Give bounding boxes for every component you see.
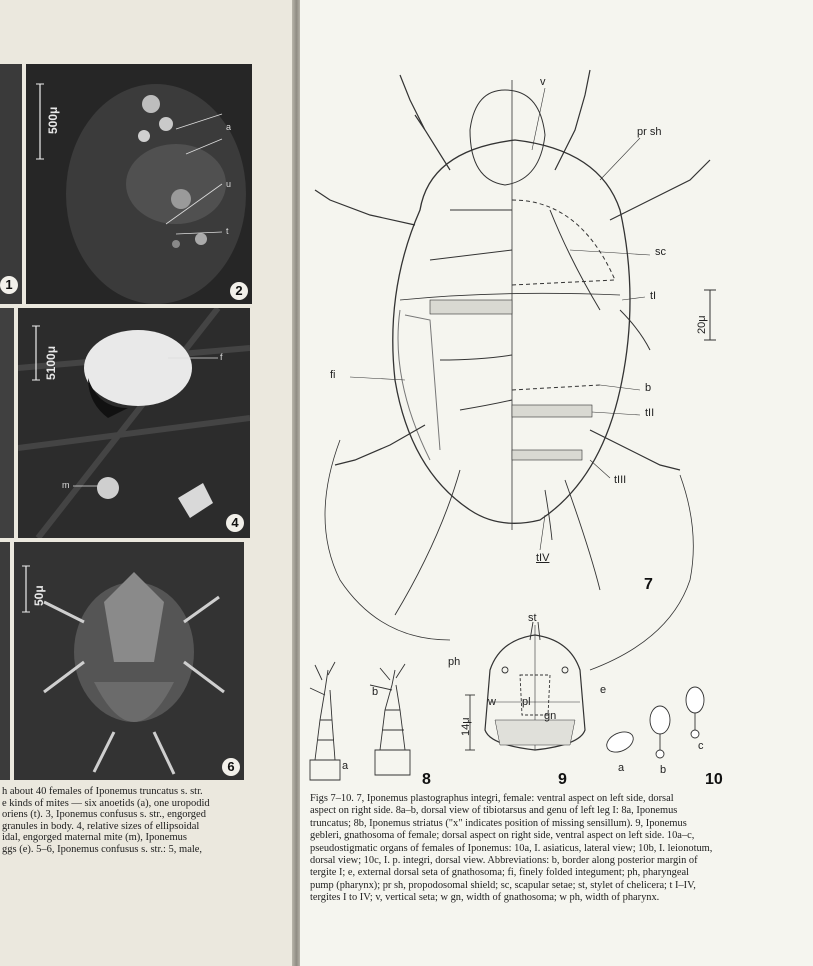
photo-plate-6 — [14, 542, 244, 780]
label-t1: tI — [650, 290, 657, 302]
beetle-gallery-image — [26, 64, 252, 304]
plate-letter-m: m — [62, 480, 70, 490]
plate-number-1: 1 — [0, 276, 18, 294]
plate-number-2: 2 — [230, 282, 248, 300]
left-caption-line: h about 40 females of Iponemus truncatus s. str. — [2, 786, 203, 797]
scale-label-20: 20μ — [696, 315, 708, 334]
left-caption-line: granules in body. 4, relative sizes of ellipsoidal — [2, 820, 200, 832]
caption-line: truncatus; 8b, Iponemus striatus ("x" indicates position of missing sensillum). 9, Iponemus — [310, 817, 687, 829]
plate-letter-u: u — [226, 179, 232, 189]
label-e: e — [600, 684, 607, 696]
label-pr-sh: pr sh — [637, 126, 662, 138]
label-sc: sc — [655, 246, 666, 258]
egg-comparison-image — [18, 308, 250, 538]
male-mite-image — [14, 542, 244, 780]
left-caption-line: idal, engorged maternal mite (m), Iponemus — [2, 832, 187, 844]
label-8b: b — [372, 686, 379, 698]
plate-letter-f: f — [220, 352, 223, 362]
figure-number-8: 8 — [422, 771, 431, 788]
caption-line: tergites I to IV; v, vertical seta; w gn, width of gnathosoma; w ph, width of pharynx. — [310, 892, 660, 904]
label-t2: tII — [645, 407, 655, 419]
left-caption-line: e kinds of mites — six anoetids (a), one uropodid — [2, 797, 210, 809]
label-gn: gn — [544, 710, 557, 722]
plate-letter-a: a — [226, 122, 232, 132]
label-st: st — [528, 612, 537, 624]
label-pl: pl — [522, 696, 531, 708]
scale-label-500: 500μ — [46, 106, 60, 134]
photo-plate-3 — [0, 308, 14, 538]
label-b: b — [645, 382, 652, 394]
plate-number-4: 4 — [226, 514, 244, 532]
scale-label-5100: 5100μ — [44, 345, 58, 380]
left-caption-line: ggs (e). 5–6, Iponemus confusus s. str.: 5, male, — [2, 843, 203, 855]
left-caption — [0, 786, 292, 856]
label-w: w — [488, 696, 496, 708]
scale-label-50: 50μ — [32, 585, 46, 606]
caption-line: dorsal view; 10c, I. p. integri, dorsal view. Abbreviations: b, border along posterior margin of — [310, 855, 698, 867]
label-v: v — [540, 76, 546, 88]
label-fi: fi — [330, 369, 336, 381]
label-10a: a — [618, 762, 625, 774]
caption-line: gebleri, gnathosoma of female; dorsal aspect on right side, ventral aspect on left side. 10a–c, — [310, 830, 695, 842]
caption-line: tergite I; e, external dorsal seta of gnathosoma; fi, finely folded integument; ph, pharyngeal — [310, 867, 689, 879]
figure-8-leg-drawings — [300, 660, 430, 785]
photo-plate-4 — [18, 308, 250, 538]
caption-line: Figs 7–10. 7, Iponemus plastographus integri, female: ventral aspect on left side, dorsal — [310, 793, 674, 804]
photo-plate-5 — [0, 542, 10, 780]
photo-plate-2 — [26, 64, 252, 304]
label-t4: tIV — [536, 552, 550, 564]
caption-line: pseudostigmatic organs of females of Iponemus: 10a, I. asiaticus, lateral view; 10b, I. leionotum, — [310, 842, 713, 854]
caption-line: aspect on right side. 8a–b, dorsal view of tibiotarsus and genu of left leg I: 8a, Iponemus — [310, 805, 678, 817]
figure-number-7: 7 — [644, 576, 653, 593]
label-ph: ph — [448, 656, 461, 668]
label-10b: b — [660, 764, 667, 776]
scale-label-14: 14μ — [460, 717, 472, 736]
label-10c: c — [698, 740, 704, 752]
plate-letter-t: t — [226, 226, 229, 236]
figure-number-9: 9 — [558, 771, 567, 788]
caption-line: pump (pharynx); pr sh, propodosomal shield; sc, scapular setae; st, stylet of chelicera; t I–IV, — [310, 879, 696, 891]
photo-plate-1 — [0, 64, 22, 304]
right-page — [300, 0, 813, 966]
plate-number-6: 6 — [222, 758, 240, 776]
figure-number-10: 10 — [705, 771, 723, 788]
label-t3: tIII — [614, 474, 627, 486]
figure-10-pseudostigmatic-organs — [595, 680, 735, 770]
left-page — [0, 0, 294, 966]
left-caption-line: oriens (t). 3, Iponemus confusus s. str., engorged — [2, 809, 206, 821]
figure-caption — [310, 793, 806, 905]
label-8a: a — [342, 760, 349, 772]
